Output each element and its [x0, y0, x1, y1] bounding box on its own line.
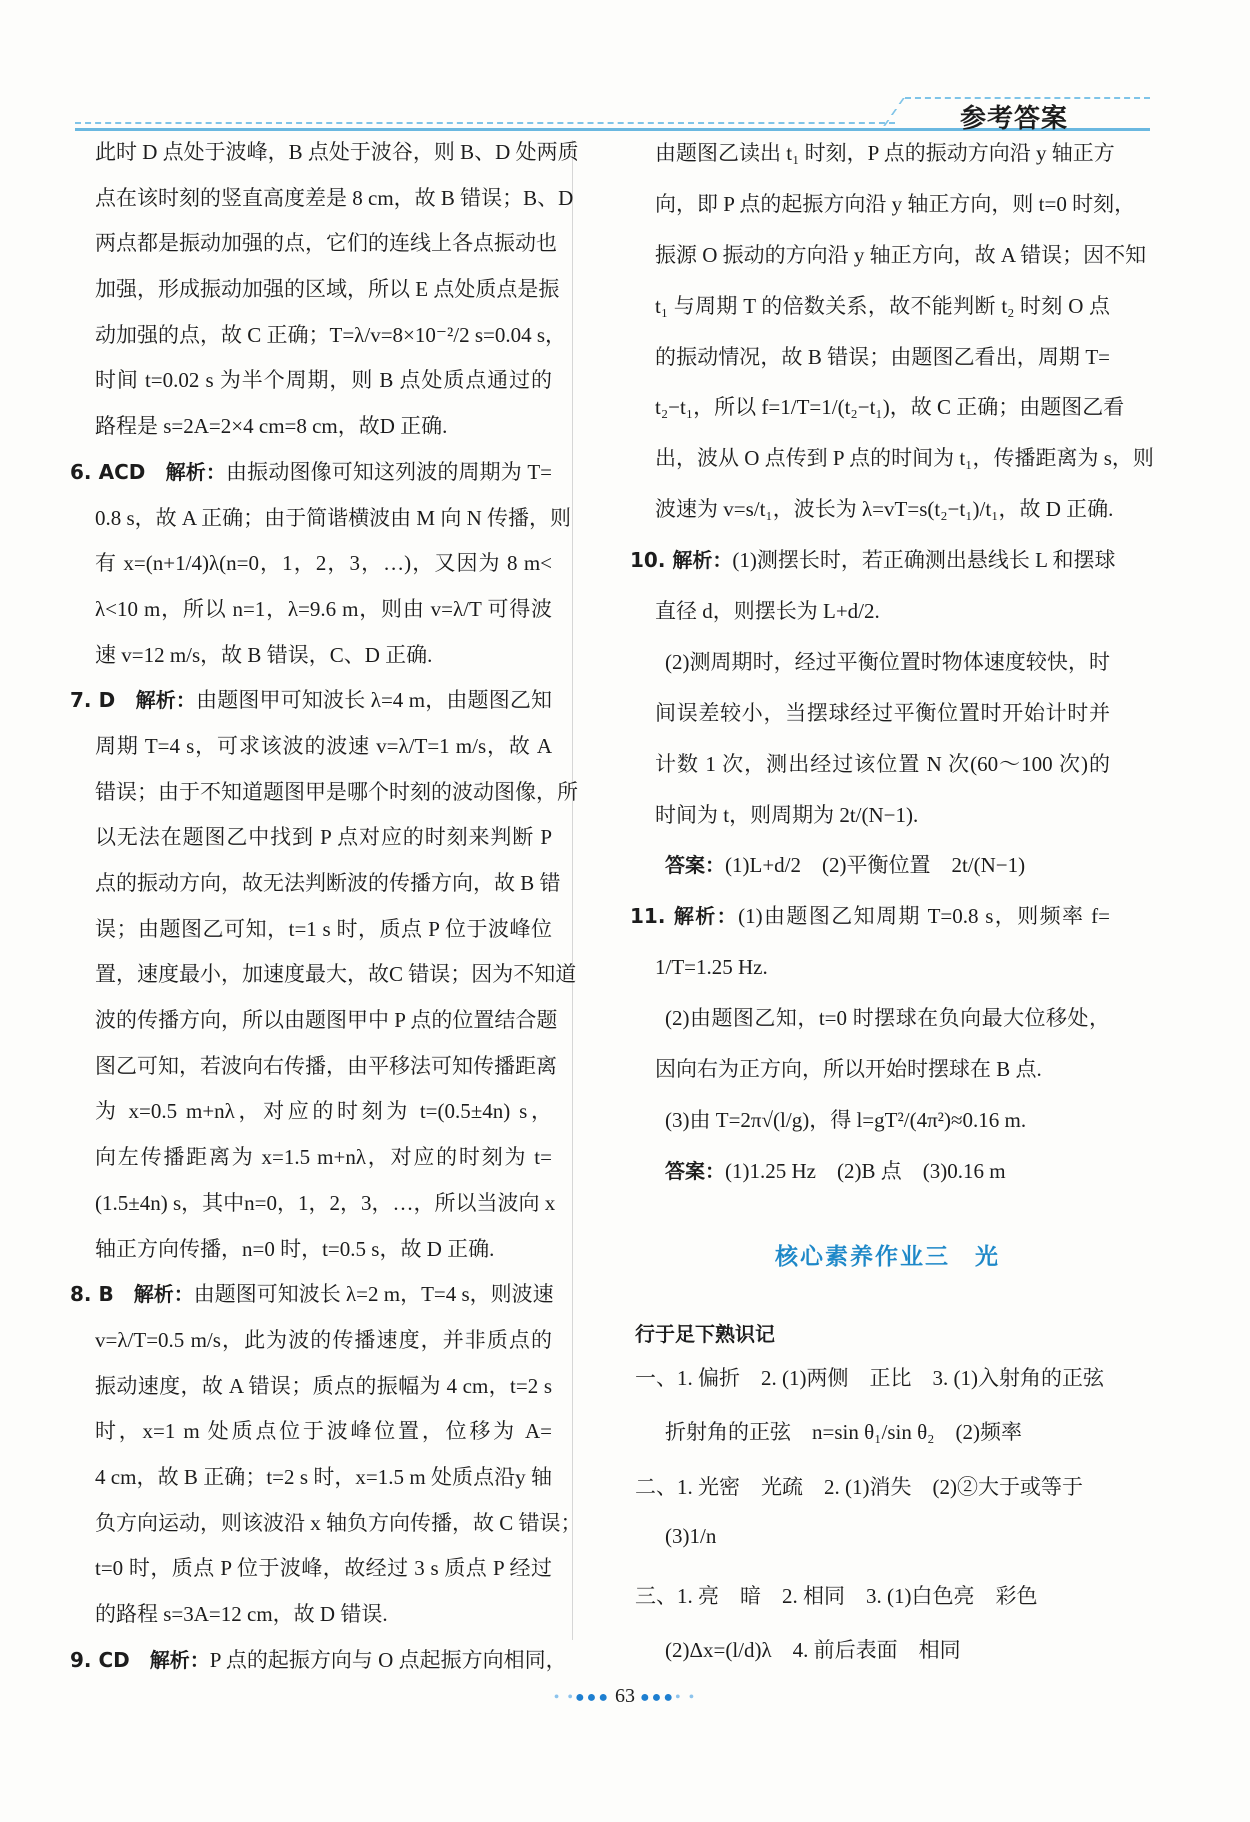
header-dotted-rule — [75, 122, 895, 124]
text-line — [655, 637, 1110, 688]
text-line — [70, 1638, 567, 1684]
text-line — [95, 267, 560, 313]
line-text: 周期 T=4 s，可求该波的波速 v=λ/T=1 m/s，故 A — [95, 733, 552, 758]
text-line — [655, 382, 1125, 433]
line-text: 图乙可知，若波向右传播，由平移法可知传播距离 — [95, 1053, 557, 1078]
answer-line: (3)1/n — [665, 1524, 717, 1548]
text-line — [95, 1501, 582, 1547]
text-line — [630, 535, 1116, 586]
line-text: 时，x=1 m 处质点位于波峰位置，位移为 A= — [95, 1419, 552, 1444]
line-text: 由题图乙读出 t₁ 时刻，P 点的振动方向沿 y 轴正方 — [655, 141, 1115, 165]
text-line — [655, 586, 1110, 637]
line-text: 误；由题图乙可知，t=1 s 时，质点 P 位于波峰位 — [95, 916, 552, 941]
text-line — [655, 332, 1110, 383]
answer-line: 折射角的正弦 n=sin θ₁/sin θ₂ (2)频率 — [665, 1420, 1022, 1444]
line-text: t₂−t₁，所以 f=1/T=1/(t₂−t₁)，故 C 正确；由题图乙看 — [655, 395, 1125, 420]
line-text: 由题图可知波长 λ=2 m，T=4 s，则波速 — [193, 1282, 554, 1307]
line-text: (1)L+d/2 (2)平衡位置 2t/(N−1) — [725, 853, 1026, 878]
text-line — [95, 633, 552, 679]
page-number: 63 — [615, 1685, 635, 1707]
text-line — [655, 1095, 1110, 1146]
line-text: 置，速度最小，加速度最大，故C 错误；因为不知道 — [95, 962, 577, 987]
line-text: (2)测周期时，经过平衡位置时物体速度较快，时 — [665, 649, 1110, 674]
text-line — [95, 907, 552, 953]
line-text: P 点的起振方向与 O 点起振方向相同， — [209, 1647, 567, 1672]
line-text: 速 v=12 m/s，故 B 错误，C、D 正确. — [95, 642, 433, 667]
text-line — [655, 484, 1114, 535]
line-text: 路程是 s=2A=2×4 cm=8 cm，故D 正确. — [95, 414, 448, 439]
line-text: t=0 时，质点 P 位于波峰，故经过 3 s 质点 P 经过 — [95, 1556, 552, 1581]
text-line — [95, 770, 578, 816]
text-line — [655, 1146, 1110, 1197]
text-line — [95, 1181, 556, 1227]
line-text: 加强，形成振动加强的区域，所以 E 点处质点是振 — [95, 277, 560, 302]
line-text: 两点都是振动加强的点，它们的连线上各点振动也 — [95, 231, 557, 256]
text-line — [655, 840, 1110, 891]
line-text: 此时 D 点处于波峰，B 点处于波谷，则 B、D 处两质 — [95, 140, 579, 164]
text-line — [630, 891, 1110, 942]
line-text: 由题图甲可知波长 λ=4 m，由题图乙知 — [196, 688, 553, 713]
line-text: 为 x=0.5 m+nλ，对应的时刻为 t=(0.5±4n) s， — [95, 1099, 552, 1124]
text-line — [655, 1044, 1110, 1095]
text-line — [95, 1089, 552, 1135]
line-text: 4 cm，故 B 正确；t=2 s 时，x=1.5 m 处质点沿y 轴 — [95, 1464, 552, 1489]
line-text: 的振动情况，故 B 错误；由题图乙看出，周期 T= — [655, 344, 1110, 369]
text-line — [95, 1592, 552, 1638]
section-title: 核心素养作业三 光 — [775, 1244, 1000, 1270]
line-text: 错误；由于不知道题图甲是哪个时刻的波动图像，所 — [95, 779, 578, 804]
line-text: 点在该时刻的竖直高度差是 8 cm，故 B 错误；B、D — [95, 185, 574, 210]
text-line — [655, 993, 1110, 1044]
text-line — [95, 1318, 552, 1364]
text-line — [95, 221, 557, 267]
text-line — [655, 433, 1154, 484]
line-text: 出，波从 O 点传到 P 点的时间为 t₁，传播距离为 s，则 — [655, 446, 1154, 471]
text-line — [95, 1546, 552, 1592]
line-text: 因向右为正方向，所以开始时摆球在 B 点. — [655, 1057, 1042, 1082]
text-line — [655, 230, 1147, 281]
line-text: 以无法在题图乙中找到 P 点对应的时刻来判断 P — [95, 825, 552, 850]
line-text: (1.5±4n) s，其中n=0，1，2，3，…，所以当波向 x — [95, 1190, 556, 1215]
line-text: 振源 O 振动的方向沿 y 轴正方向，故 A 错误；因不知 — [655, 242, 1147, 267]
text-line — [95, 1364, 552, 1410]
line-text: (1)1.25 Hz (2)B 点 (3)0.16 m — [725, 1158, 1006, 1183]
text-line — [95, 952, 577, 998]
page-footer — [0, 1685, 1250, 1708]
text-line — [95, 313, 567, 359]
text-line — [95, 1409, 552, 1455]
line-text: λ<10 m，所以 n=1，λ=9.6 m，则由 v=λ/T 可得波 — [95, 596, 552, 621]
decorative-dots-icon: • • — [675, 1689, 697, 1706]
text-line — [70, 1272, 552, 1318]
line-text: 轴正方向传播，n=0 时，t=0.5 s，故 D 正确. — [95, 1236, 495, 1261]
decorative-dots-icon: ●●● — [575, 1689, 610, 1706]
text-line — [95, 724, 552, 770]
line-text: 波速为 v=s/t₁，波长为 λ=vT=s(t₂−t₁)/t₁，故 D 正确. — [655, 497, 1114, 522]
header-title: 参考答案 — [960, 104, 1069, 134]
line-text: (1)测摆长时，若正确测出悬线长 L 和摆球 — [732, 548, 1116, 573]
text-line — [655, 179, 1136, 230]
question-label: 11. 解析： — [630, 904, 739, 929]
text-line — [95, 861, 561, 907]
line-text: 振动速度，故 A 错误；质点的振幅为 4 cm，t=2 s — [95, 1373, 552, 1398]
line-text: v=λ/T=0.5 m/s，此为波的传播速度，并非质点的 — [95, 1327, 552, 1352]
line-text: 时间 t=0.02 s 为半个周期，则 B 点处质点通过的 — [95, 368, 552, 393]
text-line — [95, 587, 552, 633]
line-text: 1/T=1.25 Hz. — [655, 955, 768, 980]
text-line — [70, 678, 552, 724]
text-line — [655, 281, 1110, 332]
text-line — [95, 541, 552, 587]
left-column — [70, 130, 582, 1683]
text-line — [655, 739, 1110, 790]
line-text: 时间为 t，则周期为 2t/(N−1). — [655, 802, 919, 827]
line-text: 动加强的点，故 C 正确；T=λ/v=8×10⁻²/2 s=0.04 s， — [95, 322, 567, 347]
text-line — [95, 1135, 552, 1181]
question-label: 答案： — [665, 1158, 725, 1183]
decorative-dots-icon: • • — [553, 1689, 575, 1706]
line-text: 负方向运动，则该波沿 x 轴负方向传播，故 C 错误； — [95, 1510, 582, 1535]
line-text: 的路程 s=3A=12 cm，故 D 错误. — [95, 1602, 388, 1626]
text-line — [95, 815, 552, 861]
text-line — [655, 790, 1110, 841]
header-slant — [883, 98, 907, 126]
line-text: (1)由题图乙知周期 T=0.8 s，则频率 f= — [738, 904, 1110, 929]
line-text: 波的传播方向，所以由题图甲中 P 点的位置结合题 — [95, 1008, 558, 1033]
question-label: 答案： — [665, 853, 725, 878]
line-text: 间误差较小，当摆球经过平衡位置时开始计时并 — [655, 700, 1110, 725]
text-line — [655, 688, 1110, 739]
text-line — [95, 358, 552, 404]
text-line — [95, 176, 574, 222]
line-text: 向左传播距离为 x=1.5 m+nλ，对应的时刻为 t= — [95, 1145, 552, 1170]
line-text: 计数 1 次，测出经过该位置 N 次(60～100 次)的 — [655, 751, 1110, 776]
text-line — [95, 998, 558, 1044]
question-label: 10. 解析： — [630, 548, 733, 573]
section-subtitle: 行于足下熟识记 — [635, 1322, 775, 1346]
text-line — [655, 128, 1115, 179]
text-line — [655, 942, 1110, 993]
text-line — [95, 496, 572, 542]
line-text: 向，即 P 点的起振方向沿 y 轴正方向，则 t=0 时刻， — [655, 191, 1136, 216]
question-label: 8. B 解析： — [70, 1282, 194, 1307]
line-text: t₁ 与周期 T 的倍数关系，故不能判断 t₂ 时刻 O 点 — [655, 293, 1110, 318]
question-label: 7. D 解析： — [70, 688, 197, 713]
text-line — [70, 450, 552, 496]
line-text: 直径 d，则摆长为 L+d/2. — [655, 599, 880, 624]
line-text: 点的振动方向，故无法判断波的传播方向，故 B 错 — [95, 871, 561, 895]
line-text: 0.8 s，故 A 正确；由于简谐横波由 M 向 N 传播，则 — [95, 505, 572, 530]
decorative-dots-icon: ●●● — [640, 1689, 675, 1706]
line-text: 由振动图像可知这列波的周期为 T= — [226, 459, 552, 484]
line-text: (2)由题图乙知，t=0 时摆球在负向最大位移处， — [665, 1006, 1110, 1031]
right-column — [630, 128, 1154, 1197]
text-line — [95, 1455, 552, 1501]
column-divider — [572, 140, 573, 1640]
answer-line: 二、1. 光密 光疏 2. (1)消失 (2)②大于或等于 — [635, 1475, 1083, 1499]
question-label: 9. CD 解析： — [70, 1647, 210, 1672]
text-line — [95, 1044, 557, 1090]
answer-line: (2)Δx=(l/d)λ 4. 前后表面 相同 — [665, 1638, 961, 1662]
line-text: 有 x=(n+1/4)λ(n=0，1，2，3，…)，又因为 8 m< — [95, 551, 552, 576]
answer-line: 三、1. 亮 暗 2. 相同 3. (1)白色亮 彩色 — [635, 1584, 1038, 1608]
line-text: (3)由 T=2π√(l/g)，得 l=gT²/(4π²)≈0.16 m. — [665, 1107, 1027, 1132]
text-line — [95, 404, 552, 450]
answer-line: 一、1. 偏折 2. (1)两侧 正比 3. (1)入射角的正弦 — [635, 1366, 1104, 1390]
text-line — [95, 1227, 552, 1273]
question-label: 6. ACD 解析： — [70, 459, 227, 484]
text-line — [95, 130, 579, 176]
